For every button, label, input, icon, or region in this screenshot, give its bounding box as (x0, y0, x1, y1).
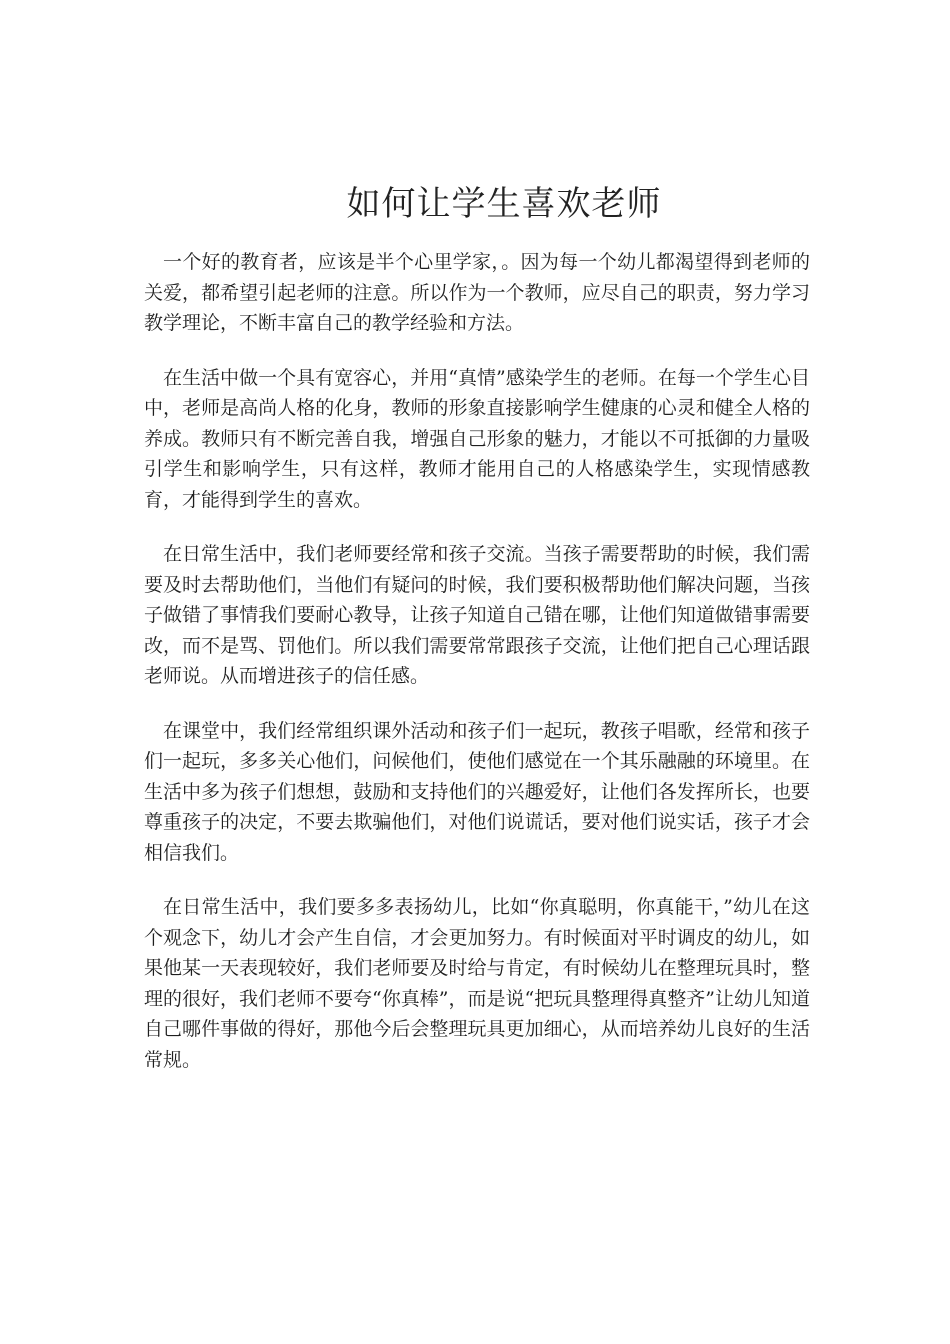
faint-header-mark (470, 136, 510, 146)
paragraph-3: 在日常生活中，我们老师要经常和孩子交流。当孩子需要帮助的时候，我们需要及时去帮助他们，当他们有疑问的时候，我们要积极帮助他们解决问题，当孩子做错了事情我们要耐心教导，让孩子知道自己错在哪，让他们知道做错事需要改，而不是骂、罚他们。所以我们需要常常跟孩子交流，让他们把自己心理话跟老师说。从而增进孩子的信任感。 (144, 543, 810, 687)
paragraph-1: 一个好的教育者，应该是半个心里学家，。因为每一个幼儿都渴望得到老师的关爱，都希望引起老师的注意。所以作为一个教师，应尽自己的职责，努力学习教学理论，不断丰富自己的教学经验和方法。 (144, 251, 810, 334)
paragraph-5: 在日常生活中，我们要多多表扬幼儿，比如“你真聪明，你真能干，”幼儿在这个观念下，幼儿才会产生自信，才会更加努力。有时候面对平时调皮的幼儿，如果他某一天表现较好，我们老师要及时给与肯定，有时候幼儿在整理玩具时，整理的很好，我们老师不要夸“你真棒”，而是说“把玩具整理得真整齐”让幼儿知道自己哪件事做的得好，那他今后会整理玩具更加细心，从而培养幼儿良好的生活常规。 (144, 896, 810, 1071)
paragraph-4: 在课堂中，我们经常组织课外活动和孩子们一起玩，教孩子唱歌，经常和孩子们一起玩，多多关心他们，问候他们，使他们感觉在一个其乐融融的环境里。在生活中多为孩子们想想，鼓励和支持他们的兴趣爱好，让他们各发挥所长，也要尊重孩子的决定，不要去欺骗他们，对他们说谎话，要对他们说实话，孩子才会相信我们。 (144, 719, 810, 864)
document-body (144, 247, 810, 1099)
paragraph-2: 在生活中做一个具有宽容心，并用“真情”感染学生的老师。在每一个学生心目中，老师是高尚人格的化身，教师的形象直接影响学生健康的心灵和健全人格的养成。教师只有不断完善自我，增强自己形象的魅力，才能以不可抵御的力量吸引学生和影响学生，只有这样，教师才能用自己的人格感染学生，实现情感教育，才能得到学生的喜欢。 (144, 366, 810, 511)
document-title: 如何让学生喜欢老师 (346, 184, 662, 224)
